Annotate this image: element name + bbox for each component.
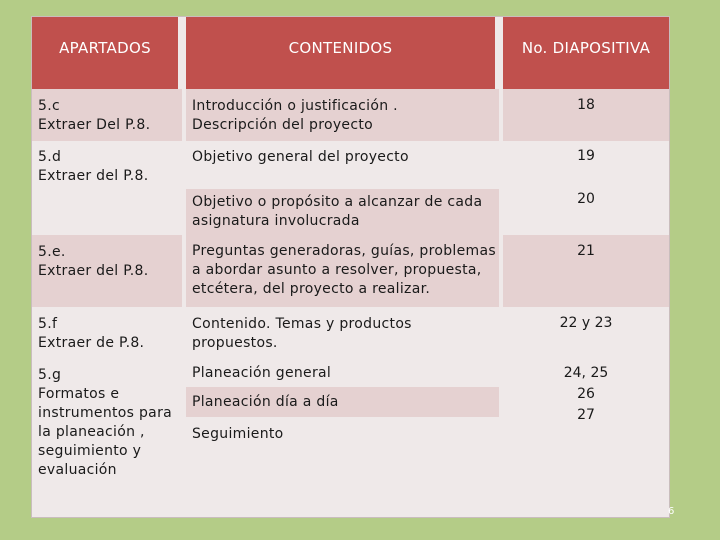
- row1-apartado: [38, 97, 150, 135]
- apartado-line: instrumentos para: [38, 405, 172, 421]
- row2-apartado: [38, 148, 148, 186]
- row4-diapositiva: 21: [577, 243, 595, 259]
- apartado-source: Extraer de P.8.: [38, 335, 145, 351]
- row4-apartado: [38, 243, 148, 281]
- row2-contenidos: [192, 148, 409, 167]
- row3-diapositiva: 20: [577, 191, 595, 207]
- contenido-line: Descripción del proyecto: [192, 117, 373, 133]
- column-divider-1: [182, 89, 186, 517]
- contenido-line: Introducción o justificación .: [192, 98, 398, 114]
- contenido-line: Contenido. Temas y productos: [192, 316, 412, 332]
- row6-contenido-3: Seguimiento: [192, 426, 284, 442]
- apartado-line: seguimiento y: [38, 443, 142, 459]
- row5-diapositiva: 22 y 23: [559, 315, 613, 331]
- apartado-source: Extraer del P.8.: [38, 263, 149, 279]
- row3-contenidos: [192, 193, 482, 231]
- diapositiva-line: 24, 25: [563, 365, 609, 381]
- apartado-code: 5.c: [38, 98, 60, 114]
- apartado-line: evaluación: [38, 462, 117, 478]
- row6-apartado: [38, 366, 172, 480]
- row5-contenidos: [192, 315, 412, 353]
- row1-diapositiva: 18: [577, 97, 595, 113]
- header-apartados: APARTADOS: [32, 17, 182, 89]
- apartado-line: Formatos e: [38, 386, 120, 402]
- apartado-code: 5.d: [38, 149, 62, 165]
- row2-diapositiva: 19: [577, 148, 595, 164]
- row6-diapositiva: [503, 363, 669, 426]
- apartado-source: Extraer del P.8.: [38, 168, 149, 184]
- row4-contenidos: [192, 242, 496, 299]
- apartado-code: 5.e.: [38, 244, 66, 260]
- apartado-source: Extraer Del P.8.: [38, 117, 151, 133]
- row6-contenido-2: Planeación día a día: [192, 394, 339, 410]
- apartado-code: 5.g: [38, 367, 62, 383]
- contenido-line: Preguntas generadoras, guías, problemas: [192, 243, 496, 259]
- row1-contenidos: [192, 97, 398, 135]
- contenido-line: etcétera, del proyecto a realizar.: [192, 281, 431, 297]
- diapositiva-line: 27: [577, 407, 595, 423]
- diapositiva-line: 26: [577, 386, 595, 402]
- content-table: [31, 16, 670, 518]
- contenido-line: a abordar asunto a resolver, propuesta,: [192, 262, 482, 278]
- contenido-line: Objetivo general del proyecto: [192, 149, 409, 165]
- contenido-line: asignatura involucrada: [192, 213, 360, 229]
- apartado-code: 5.f: [38, 316, 58, 332]
- page-number: 6: [668, 506, 675, 517]
- row5-apartado: [38, 315, 144, 353]
- contenido-line: Objetivo o propósito a alcanzar de cada: [192, 194, 483, 210]
- row6-contenido-1: Planeación general: [192, 365, 332, 381]
- contenido-line: propuestos.: [192, 335, 278, 351]
- apartado-line: la planeación ,: [38, 424, 145, 440]
- header-contenidos: CONTENIDOS: [186, 17, 499, 89]
- header-diapositiva: No. DIAPOSITIVA: [503, 17, 669, 89]
